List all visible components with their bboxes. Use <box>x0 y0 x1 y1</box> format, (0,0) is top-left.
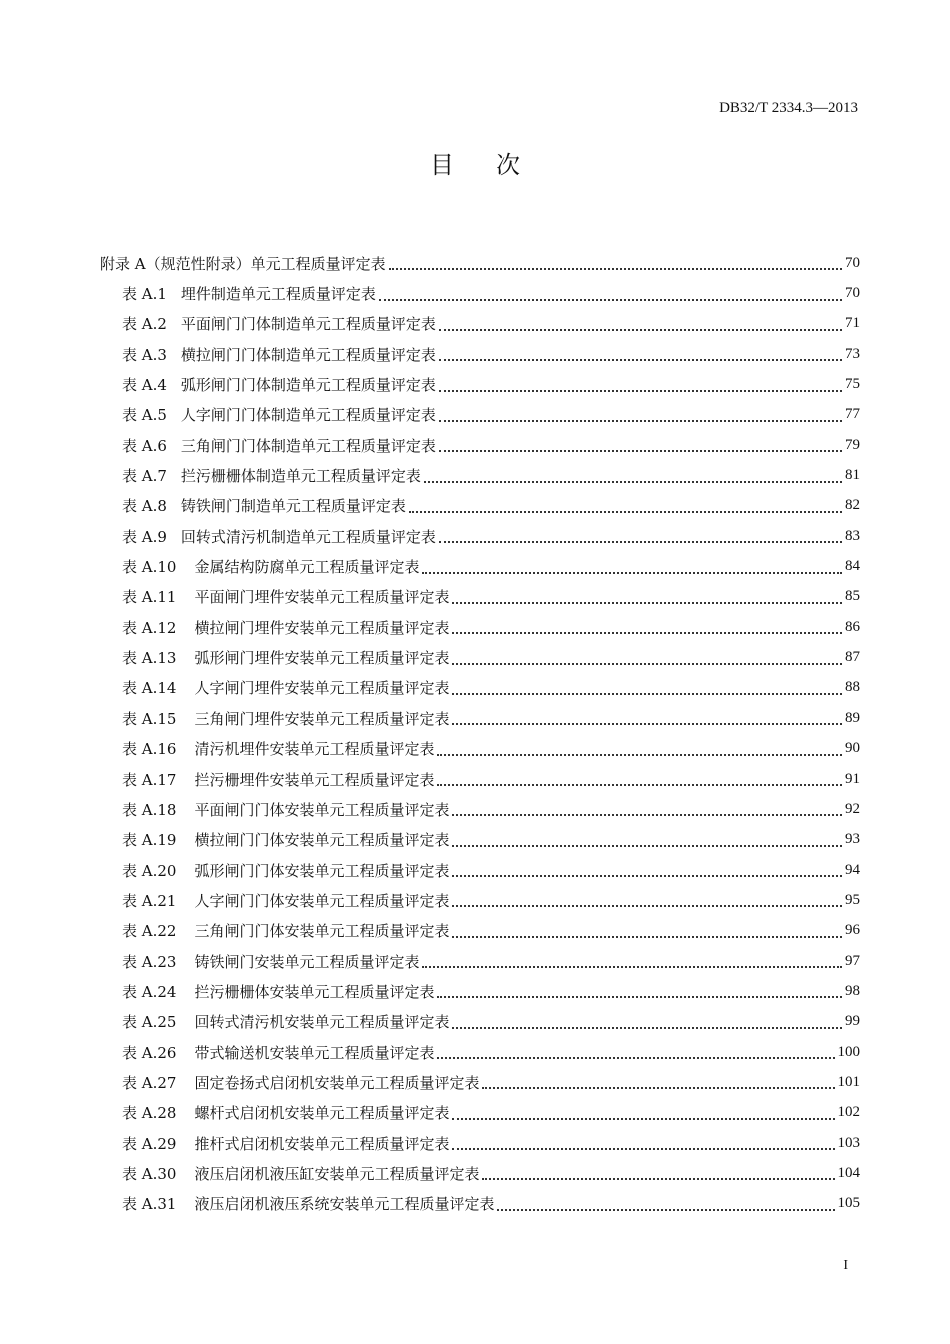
toc-entry-label: 弧形闸门门体安装单元工程质量评定表 <box>194 861 450 880</box>
toc-entry-label: 弧形闸门门体制造单元工程质量评定表 <box>180 376 436 395</box>
toc-entry-number: 表 A.22 <box>122 922 177 941</box>
toc-entry[interactable] <box>100 369 860 399</box>
toc-leader-dots <box>482 1071 834 1089</box>
toc-entry-label: 回转式清污机制造单元工程质量评定表 <box>180 527 436 546</box>
toc-entry-number: 表 A.24 <box>122 982 177 1001</box>
toc-leader-dots <box>482 1162 834 1180</box>
toc-entry-label: 横拉闸门埋件安装单元工程质量评定表 <box>194 618 450 637</box>
toc-entry[interactable] <box>100 1067 860 1097</box>
toc-entry[interactable] <box>100 703 860 733</box>
toc-leader-dots <box>437 768 842 786</box>
toc-entry[interactable] <box>100 1037 860 1067</box>
toc-entry-number: 表 A.26 <box>122 1043 177 1062</box>
toc-leader-dots <box>422 950 842 968</box>
toc-entry[interactable] <box>100 916 860 946</box>
toc-leader-dots <box>439 525 842 543</box>
toc-entry-page: 93 <box>845 831 860 848</box>
toc-entry[interactable] <box>100 946 860 976</box>
toc-entry-page: 96 <box>845 922 860 939</box>
toc-entry-label: 三角闸门门体制造单元工程质量评定表 <box>180 436 436 455</box>
toc-entry-number: 表 A.31 <box>122 1195 177 1214</box>
toc-entry-page: 99 <box>845 1013 860 1030</box>
toc-leader-dots <box>452 707 842 725</box>
toc-entry[interactable] <box>100 794 860 824</box>
toc-entry-page: 92 <box>845 800 860 817</box>
toc-leader-dots <box>422 556 842 574</box>
toc-entry-label: 埋件制造单元工程质量评定表 <box>180 285 376 304</box>
toc-leader-dots <box>452 1011 842 1029</box>
toc-entry-page: 89 <box>845 709 860 726</box>
toc-entry-label: 人字闸门门体安装单元工程质量评定表 <box>194 891 450 910</box>
toc-entry-page: 87 <box>845 649 860 666</box>
toc-entry[interactable] <box>100 825 860 855</box>
toc-entry[interactable] <box>100 1158 860 1188</box>
toc-entry-page: 102 <box>837 1104 860 1121</box>
toc-entry-number: 表 A.6 <box>122 436 167 455</box>
toc-entry-number: 表 A.29 <box>122 1134 177 1153</box>
toc-entry[interactable] <box>100 1189 860 1219</box>
toc-entry[interactable] <box>100 734 860 764</box>
toc-entry-label: 金属结构防腐单元工程质量评定表 <box>194 558 420 577</box>
toc-entry-page: 85 <box>845 588 860 605</box>
toc-entry[interactable] <box>100 855 860 885</box>
toc-entry-number: 表 A.17 <box>122 770 177 789</box>
toc-entry-number: 表 A.30 <box>122 1164 177 1183</box>
toc-entry-label: 铸铁闸门安装单元工程质量评定表 <box>194 952 420 971</box>
toc-entry-number: 表 A.4 <box>122 376 167 395</box>
toc-entry-page: 103 <box>837 1134 860 1151</box>
toc-entry-label: 清污机埋件安装单元工程质量评定表 <box>194 740 435 759</box>
toc-entry[interactable] <box>100 582 860 612</box>
toc-entry[interactable] <box>100 339 860 369</box>
toc-entry-number: 表 A.23 <box>122 952 177 971</box>
toc-entry-number: 表 A.1 <box>122 285 167 304</box>
toc-entry-page: 105 <box>837 1195 860 1212</box>
toc-entry-label: 人字闸门门体制造单元工程质量评定表 <box>180 406 436 425</box>
toc-entry[interactable] <box>100 1098 860 1128</box>
toc-entry-number: 表 A.10 <box>122 558 177 577</box>
toc-entry[interactable] <box>100 885 860 915</box>
toc-list <box>100 248 860 1219</box>
toc-entry[interactable] <box>100 642 860 672</box>
toc-entry-number: 表 A.13 <box>122 649 177 668</box>
toc-entry-page: 77 <box>845 406 860 423</box>
toc-leader-dots <box>452 1132 834 1150</box>
toc-entry-label: 三角闸门门体安装单元工程质量评定表 <box>194 922 450 941</box>
toc-entry-page: 73 <box>845 345 860 362</box>
toc-entry-number: 表 A.20 <box>122 861 177 880</box>
toc-entry-number: 表 A.8 <box>122 497 167 516</box>
toc-entry-page: 81 <box>845 467 860 484</box>
toc-entry-page: 95 <box>845 891 860 908</box>
toc-leader-dots <box>439 374 842 392</box>
toc-entry-label: 铸铁闸门制造单元工程质量评定表 <box>180 497 406 516</box>
toc-entry-page: 91 <box>845 770 860 787</box>
toc-entry[interactable] <box>100 278 860 308</box>
toc-entry-page: 70 <box>845 254 860 271</box>
toc-leader-dots <box>452 1102 834 1120</box>
toc-entry-label: 三角闸门埋件安装单元工程质量评定表 <box>194 709 450 728</box>
toc-entry[interactable] <box>100 430 860 460</box>
toc-leader-dots <box>452 798 842 816</box>
toc-entry-label: 螺杆式启闭机安装单元工程质量评定表 <box>194 1104 450 1123</box>
toc-entry-page: 104 <box>837 1164 860 1181</box>
toc-entry-page: 97 <box>845 952 860 969</box>
toc-entry-number: 表 A.7 <box>122 467 167 486</box>
toc-entry-label: 平面闸门门体制造单元工程质量评定表 <box>180 315 436 334</box>
toc-entry-label: 拦污栅栅体制造单元工程质量评定表 <box>180 467 421 486</box>
toc-leader-dots <box>452 647 842 665</box>
toc-leader-dots <box>389 252 842 270</box>
toc-entry-number: 表 A.2 <box>122 315 167 334</box>
toc-entry-number: 附录 A（规范性附录） <box>100 254 251 273</box>
toc-entry-number: 表 A.16 <box>122 740 177 759</box>
toc-entry-number: 表 A.14 <box>122 679 177 698</box>
toc-entry-page: 84 <box>845 558 860 575</box>
toc-leader-dots <box>452 677 842 695</box>
toc-entry-label: 平面闸门埋件安装单元工程质量评定表 <box>194 588 450 607</box>
toc-entry[interactable] <box>100 400 860 430</box>
toc-leader-dots <box>452 616 842 634</box>
toc-entry-page: 101 <box>837 1073 860 1090</box>
toc-leader-dots <box>437 738 842 756</box>
toc-entry-label: 人字闸门埋件安装单元工程质量评定表 <box>194 679 450 698</box>
toc-entry[interactable] <box>100 673 860 703</box>
toc-entry-page: 90 <box>845 740 860 757</box>
toc-entry-label: 固定卷扬式启闭机安装单元工程质量评定表 <box>194 1073 480 1092</box>
toc-leader-dots <box>437 1041 834 1059</box>
toc-entry-label: 带式输送机安装单元工程质量评定表 <box>194 1043 435 1062</box>
toc-leader-dots <box>439 313 842 331</box>
toc-entry-number: 表 A.5 <box>122 406 167 425</box>
toc-leader-dots <box>452 829 842 847</box>
page-title: 目次 <box>430 151 562 179</box>
toc-entry-page: 100 <box>837 1043 860 1060</box>
toc-entry-page: 82 <box>845 497 860 514</box>
toc-entry-page: 88 <box>845 679 860 696</box>
toc-leader-dots <box>452 586 842 604</box>
toc-leader-dots <box>497 1193 834 1211</box>
page-number: I <box>843 1258 848 1273</box>
toc-entry-label: 液压启闭机液压系统安装单元工程质量评定表 <box>194 1195 495 1214</box>
toc-entry[interactable] <box>100 551 860 581</box>
toc-entry-number: 表 A.3 <box>122 345 167 364</box>
toc-leader-dots <box>439 343 842 361</box>
toc-entry-page: 70 <box>845 285 860 302</box>
toc-leader-dots <box>439 404 842 422</box>
toc-entry-label: 液压启闭机液压缸安装单元工程质量评定表 <box>194 1164 480 1183</box>
toc-leader-dots <box>437 980 842 998</box>
toc-entry-number: 表 A.12 <box>122 618 177 637</box>
toc-entry-number: 表 A.25 <box>122 1013 177 1032</box>
toc-entry-page: 98 <box>845 982 860 999</box>
toc-entry-number: 表 A.18 <box>122 800 177 819</box>
toc-entry[interactable] <box>100 248 860 278</box>
toc-entry-number: 表 A.21 <box>122 891 177 910</box>
toc-entry-label: 拦污栅埋件安装单元工程质量评定表 <box>194 770 435 789</box>
toc-leader-dots <box>452 920 842 938</box>
toc-entry-page: 86 <box>845 618 860 635</box>
toc-entry-number: 表 A.19 <box>122 831 177 850</box>
toc-leader-dots <box>424 465 842 483</box>
toc-entry-label: 单元工程质量评定表 <box>250 254 386 273</box>
toc-entry[interactable] <box>100 764 860 794</box>
toc-entry[interactable] <box>100 521 860 551</box>
toc-entry-number: 表 A.15 <box>122 709 177 728</box>
toc-entry[interactable] <box>100 460 860 490</box>
toc-leader-dots <box>379 283 842 301</box>
toc-entry-page: 83 <box>845 527 860 544</box>
toc-entry[interactable] <box>100 976 860 1006</box>
toc-entry[interactable] <box>100 1128 860 1158</box>
toc-entry-label: 横拉闸门门体安装单元工程质量评定表 <box>194 831 450 850</box>
toc-entry[interactable] <box>100 612 860 642</box>
toc-entry[interactable] <box>100 1007 860 1037</box>
toc-entry-page: 75 <box>845 376 860 393</box>
toc-entry-label: 弧形闸门埋件安装单元工程质量评定表 <box>194 649 450 668</box>
toc-leader-dots <box>452 889 842 907</box>
toc-entry[interactable] <box>100 491 860 521</box>
toc-entry-label: 拦污栅栅体安装单元工程质量评定表 <box>194 982 435 1001</box>
toc-entry-label: 平面闸门门体安装单元工程质量评定表 <box>194 800 450 819</box>
toc-entry-number: 表 A.9 <box>122 527 167 546</box>
toc-entry-label: 推杆式启闭机安装单元工程质量评定表 <box>194 1134 450 1153</box>
toc-entry-page: 79 <box>845 436 860 453</box>
toc-entry-number: 表 A.28 <box>122 1104 177 1123</box>
toc-entry[interactable] <box>100 309 860 339</box>
standard-code: DB32/T 2334.3—2013 <box>719 100 858 116</box>
toc-leader-dots <box>452 859 842 877</box>
toc-leader-dots <box>409 495 842 513</box>
toc-entry-label: 横拉闸门门体制造单元工程质量评定表 <box>180 345 436 364</box>
toc-entry-page: 94 <box>845 861 860 878</box>
toc-entry-number: 表 A.11 <box>122 588 177 607</box>
toc-entry-page: 71 <box>845 315 860 332</box>
toc-entry-label: 回转式清污机安装单元工程质量评定表 <box>194 1013 450 1032</box>
toc-entry-number: 表 A.27 <box>122 1073 177 1092</box>
toc-leader-dots <box>439 434 842 452</box>
